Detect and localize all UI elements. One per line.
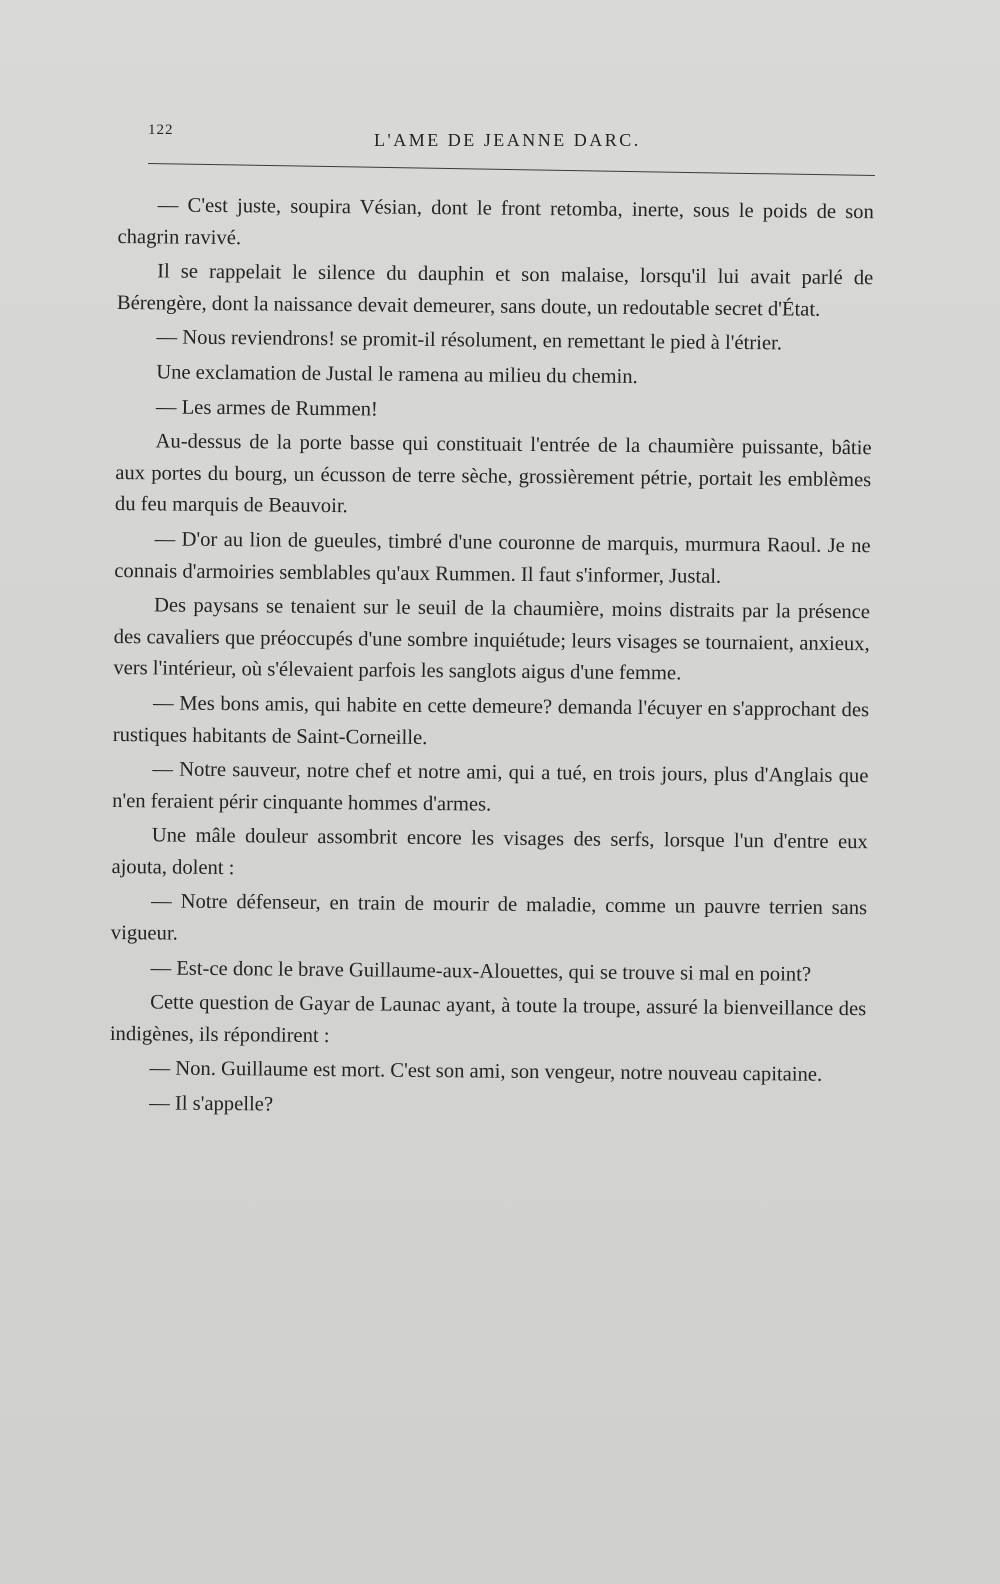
paragraph: — Notre sauveur, notre chef et notre ami, qui a tué, en trois jours, plus d'Anglais que n'en feraient périr cinquante hommes d'armes. bbox=[112, 758, 869, 816]
paragraph: Une exclamation de Justal le ramena au milieu du chemin. bbox=[156, 361, 638, 388]
page-number: 122 bbox=[148, 122, 174, 138]
paragraph: Des paysans se tenaient sur le seuil de la chaumière, moins distraits par la présence des cavaliers que préoccupés d'une sombre inquiétude; leurs visages se tournaient, anxieux, vers l'intérieur, où s'élevaient parfois les sanglots aigus d'une femme. bbox=[113, 594, 871, 685]
paragraph: — Est-ce donc le brave Guillaume-aux-Alouettes, qui se trouve si mal en point? bbox=[150, 957, 812, 986]
paragraph: — D'or au lion de gueules, timbré d'une couronne de marquis, murmura Raoul. Je ne connais d'armoiries semblables qu'aux Rummen. Il faut s'informer, Justal. bbox=[114, 528, 871, 588]
paragraph: Une mâle douleur assombrit encore les visages des serfs, lorsque l'un d'entre eux ajouta, dolent : bbox=[111, 824, 868, 880]
paragraph: — C'est juste, soupira Vésian, dont le front retomba, inerte, sous le poids de son chagrin ravivé. bbox=[117, 194, 874, 249]
paragraph: Il se rappelait le silence du dauphin et son malaise, lorsqu'il lui avait parlé de Bérengère, dont la naissance devait demeurer, sans doute, un redoutable secret d'État. bbox=[116, 260, 874, 321]
paragraph: — Mes bons amis, qui habite en cette demeure? demanda l'écuyer en s'approchant des rustiques habitants de Saint-Corneille. bbox=[112, 692, 870, 749]
body-text bbox=[109, 190, 874, 1130]
paragraph: — Il s'appelle? bbox=[149, 1092, 274, 1116]
page-header bbox=[148, 118, 873, 158]
paragraph: — Non. Guillaume est mort. C'est son ami, son vengeur, notre nouveau capitaine. bbox=[149, 1057, 823, 1087]
header-rule bbox=[148, 163, 875, 176]
paragraph: — Notre défenseur, en train de mourir de maladie, comme un pauvre terrien sans vigueur. bbox=[110, 890, 868, 945]
paragraph: Cette question de Gayar de Launac ayant, à toute la troupe, assuré la bienveillance des indigènes, ils répondirent : bbox=[109, 991, 867, 1047]
paragraph: — Les armes de Rummen! bbox=[155, 395, 378, 421]
paragraph: — Nous reviendrons! se promit-il résolument, en remettant le pied à l'étrier. bbox=[156, 326, 783, 355]
paragraph: Au-dessus de la porte basse qui constituait l'entrée de la chaumière puissante, bâtie aux portes du bourg, un écusson de terre sèche, grossièrement pétrie, portait les emblèmes du feu marquis de Beauvoir. bbox=[114, 430, 872, 518]
running-title: L'AME DE JEANNE DARC. bbox=[374, 130, 641, 150]
